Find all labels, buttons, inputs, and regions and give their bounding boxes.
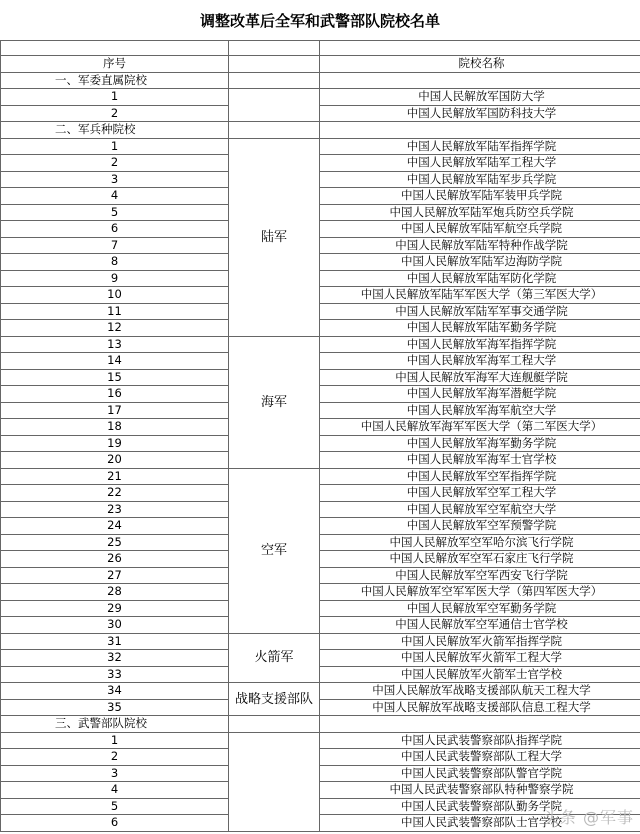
row-number: 4 [1,782,229,799]
school-name: 中国人民解放军海军大连舰艇学院 [320,369,640,386]
table-row [1,600,640,617]
section-blank [229,716,320,733]
school-name: 中国人民解放军火箭军指挥学院 [320,633,640,650]
section-label: 一、军委直属院校 [1,72,229,89]
row-number: 28 [1,584,229,601]
table-row [1,386,640,403]
section-row [1,72,640,89]
school-name: 中国人民解放军空军工程大学 [320,485,640,502]
row-number: 13 [1,336,229,353]
row-number: 8 [1,254,229,271]
school-name: 中国人民解放军陆军军事交通学院 [320,303,640,320]
table-row [1,551,640,568]
row-number: 15 [1,369,229,386]
row-number: 11 [1,303,229,320]
school-name: 中国人民解放军陆军装甲兵学院 [320,188,640,205]
school-name: 中国人民解放军空军指挥学院 [320,468,640,485]
section-label: 二、军兵种院校 [1,122,229,139]
table-row [1,650,640,667]
table-row [1,138,640,155]
table-row [1,369,640,386]
school-name: 中国人民解放军空军石家庄飞行学院 [320,551,640,568]
school-name: 中国人民解放军海军潜艇学院 [320,386,640,403]
section-blank [229,72,320,89]
row-number: 9 [1,270,229,287]
section-blank [320,72,640,89]
table-row [1,633,640,650]
table-row [1,584,640,601]
row-number: 30 [1,617,229,634]
school-name: 中国人民解放军陆军步兵学院 [320,171,640,188]
school-name: 中国人民解放军空军航空大学 [320,501,640,518]
table-row [1,732,640,749]
table-row [1,270,640,287]
row-number: 24 [1,518,229,535]
section-blank [320,716,640,733]
section-label: 三、武警部队院校 [1,716,229,733]
table-row [1,402,640,419]
school-name: 中国人民解放军空军预警学院 [320,518,640,535]
section-blank [229,122,320,139]
school-name: 中国人民解放军海军指挥学院 [320,336,640,353]
service-branch [229,732,320,831]
table-row [1,683,640,700]
section-row [1,716,640,733]
header-row [1,56,640,73]
row-number: 35 [1,699,229,716]
table-row [1,254,640,271]
row-number: 6 [1,221,229,238]
table-row [1,171,640,188]
row-number: 16 [1,386,229,403]
school-name: 中国人民解放军海军士官学校 [320,452,640,469]
row-number: 27 [1,567,229,584]
school-name: 中国人民解放军陆军防化学院 [320,270,640,287]
row-number: 7 [1,237,229,254]
table-row [1,237,640,254]
school-name: 中国人民解放军陆军军医大学（第三军医大学） [320,287,640,304]
table-row [1,782,640,799]
service-branch: 海军 [229,336,320,468]
row-number: 4 [1,188,229,205]
school-name: 中国人民解放军国防大学 [320,89,640,106]
table-row [1,204,640,221]
row-number: 18 [1,419,229,436]
row-number: 12 [1,320,229,337]
school-name: 中国人民解放军陆军指挥学院 [320,138,640,155]
table-row [1,303,640,320]
school-name: 中国人民解放军海军工程大学 [320,353,640,370]
school-name: 中国人民解放军陆军炮兵防空兵学院 [320,204,640,221]
row-number: 1 [1,89,229,106]
table-row [1,221,640,238]
row-number: 5 [1,204,229,221]
school-name: 中国人民武装警察部队警官学院 [320,765,640,782]
school-name: 中国人民武装警察部队勤务学院 [320,798,640,815]
row-number: 33 [1,666,229,683]
school-name: 中国人民解放军海军军医大学（第二军医大学） [320,419,640,436]
table-row [1,287,640,304]
table-row [1,188,640,205]
row-number: 25 [1,534,229,551]
table-row [1,501,640,518]
row-number: 22 [1,485,229,502]
school-name: 中国人民武装警察部队指挥学院 [320,732,640,749]
section-blank [320,122,640,139]
row-number: 3 [1,765,229,782]
row-number: 21 [1,468,229,485]
row-number: 6 [1,815,229,832]
school-name: 中国人民解放军空军哈尔滨飞行学院 [320,534,640,551]
row-number: 1 [1,138,229,155]
school-name: 中国人民解放军海军航空大学 [320,402,640,419]
row-number: 2 [1,749,229,766]
school-name: 中国人民解放军战略支援部队航天工程大学 [320,683,640,700]
table-row [1,518,640,535]
school-name: 中国人民武装警察部队特种警察学院 [320,782,640,799]
table-row [1,567,640,584]
row-number: 1 [1,732,229,749]
table-row [1,89,640,106]
school-name: 中国人民解放军空军军医大学（第四军医大学） [320,584,640,601]
school-name: 中国人民解放军战略支援部队信息工程大学 [320,699,640,716]
service-branch: 陆军 [229,138,320,336]
table-row [1,353,640,370]
service-branch [229,89,320,122]
table-row [1,320,640,337]
school-name: 中国人民解放军空军通信士官学校 [320,617,640,634]
table-row [1,155,640,172]
section-row [1,122,640,139]
table-row [1,336,640,353]
row-number: 5 [1,798,229,815]
row-number: 31 [1,633,229,650]
table-row [1,485,640,502]
row-number: 32 [1,650,229,667]
row-number: 29 [1,600,229,617]
school-name: 中国人民解放军火箭军士官学校 [320,666,640,683]
row-number: 3 [1,171,229,188]
school-name: 中国人民解放军火箭军工程大学 [320,650,640,667]
row-number: 10 [1,287,229,304]
table-row [1,749,640,766]
row-number: 23 [1,501,229,518]
school-table [0,40,640,832]
school-name: 中国人民武装警察部队士官学校 [320,815,640,832]
school-name: 中国人民解放军陆军特种作战学院 [320,237,640,254]
row-number: 19 [1,435,229,452]
row-number: 34 [1,683,229,700]
row-number: 20 [1,452,229,469]
table-row [1,468,640,485]
school-name: 中国人民解放军海军勤务学院 [320,435,640,452]
school-name: 中国人民解放军陆军工程大学 [320,155,640,172]
table-row [1,534,640,551]
row-number: 2 [1,155,229,172]
table-row [1,666,640,683]
service-branch: 火箭军 [229,633,320,683]
row-number: 14 [1,353,229,370]
table-row [1,419,640,436]
row-number: 17 [1,402,229,419]
page-title: 调整改革后全军和武警部队院校名单 [0,0,640,41]
table-row [1,765,640,782]
school-name: 中国人民解放军陆军航空兵学院 [320,221,640,238]
row-number: 2 [1,105,229,122]
table-row [1,435,640,452]
school-name: 中国人民解放军陆军边海防学院 [320,254,640,271]
row-number: 26 [1,551,229,568]
school-name: 中国人民解放军陆军勤务学院 [320,320,640,337]
school-name: 中国人民武装警察部队工程大学 [320,749,640,766]
table-row [1,452,640,469]
table-row [1,699,640,716]
table-row [1,105,640,122]
header-no: 序号 [1,56,229,73]
blank-row [1,41,640,56]
service-branch: 空军 [229,468,320,633]
table-row [1,617,640,634]
header-name: 院校名称 [320,56,640,73]
service-branch: 战略支援部队 [229,683,320,716]
school-name: 中国人民解放军空军西安飞行学院 [320,567,640,584]
school-name: 中国人民解放军空军勤务学院 [320,600,640,617]
watermark: 头条 @军事 [542,808,634,827]
school-name: 中国人民解放军国防科技大学 [320,105,640,122]
